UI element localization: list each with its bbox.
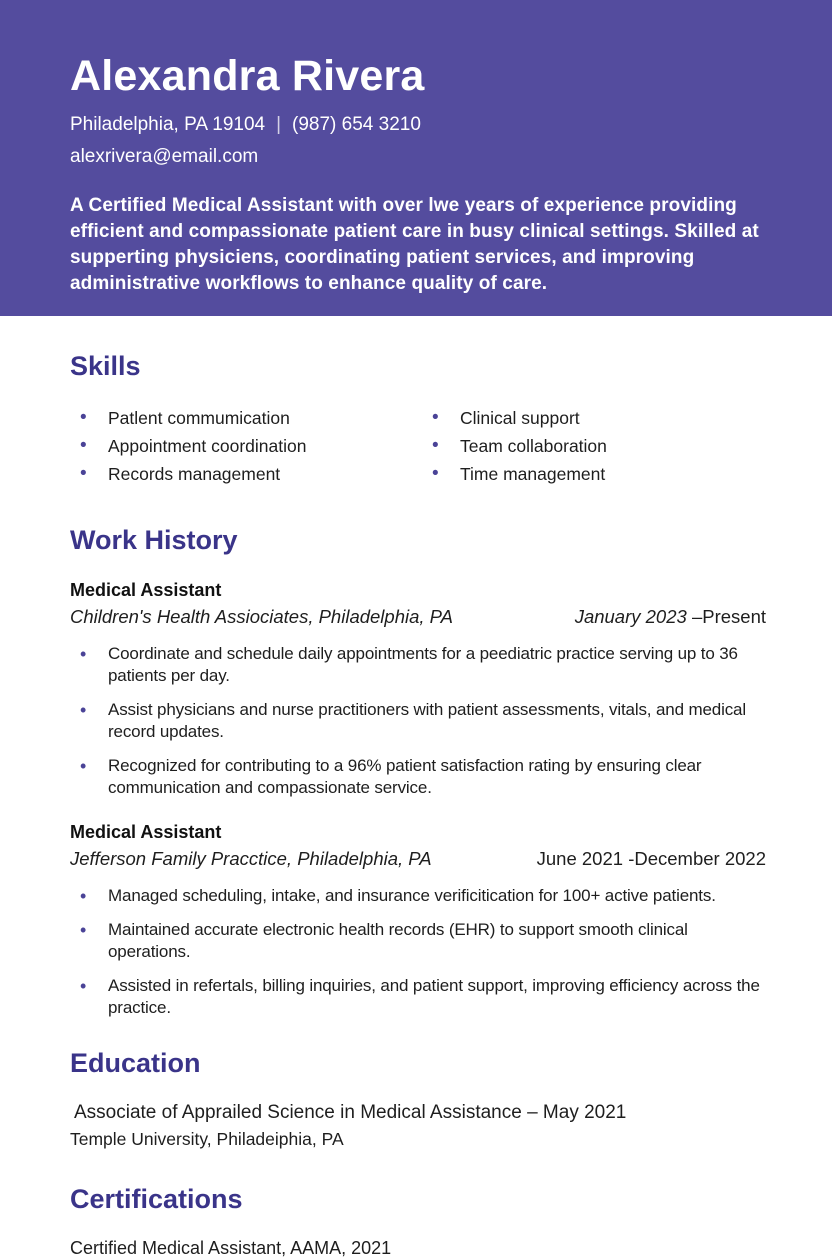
job-title: Medical Assistant	[70, 579, 222, 600]
contact-location: Philadelphia, PA 19104	[70, 114, 266, 136]
contact-email: alexrivera@email.com	[70, 146, 259, 168]
skill-item: • Team collaboration	[422, 432, 766, 460]
job-date-end: June 2021 -December 2022	[536, 847, 766, 869]
job-bullet: • Managed scheduling, intake, and insurance verificitication for 100+ active patients.	[70, 885, 766, 907]
job-company: Children's Health Assiociates, Philadelphia, PA	[70, 605, 453, 627]
skills-list	[70, 404, 766, 488]
work-history-section	[70, 524, 766, 1018]
job-date-start: January 2023	[574, 605, 687, 627]
certifications-heading: Certifications	[70, 1184, 243, 1215]
certification-item: Certified Medical Assistant, AAMA, 2021	[70, 1237, 392, 1258]
job-dates	[575, 606, 766, 628]
job-bullet: • Assisted in refertals, billing inquiries, and patient support, improving efficiency across the practice.	[70, 975, 766, 1019]
skills-column-2	[422, 404, 766, 488]
skill-item: • Time management	[422, 460, 766, 488]
job-title: Medical Assistant	[70, 821, 222, 842]
job-entry	[70, 822, 766, 1019]
resume-header	[0, 0, 832, 316]
job-company: Jefferson Family Pracctice, Philadelphia, PA	[70, 847, 432, 869]
skills-column-1	[70, 404, 422, 488]
contact-phone: (987) 654 3210	[292, 114, 421, 136]
job-entry	[70, 580, 766, 799]
education-degree: Associate of Apprailed Science in Medical Assistance – May 2021	[74, 1102, 627, 1124]
job-bullet: • Maintained accurate electronic health records (EHR) to support smooth clinical operations.	[70, 919, 766, 963]
candidate-name: Alexandra Rivera	[70, 52, 425, 100]
skill-item: • Appointment coordination	[70, 432, 422, 460]
contact-line	[70, 114, 762, 136]
skills-section	[70, 350, 766, 488]
skill-item: • Clinical support	[422, 404, 766, 432]
skill-item: • Patlent commumication	[70, 404, 422, 432]
job-bullet: • Coordinate and schedule daily appointments for a peediatric practice serving up to 36 patients per day.	[70, 643, 766, 687]
job-bullet: • Recognized for contributing to a 96% patient satisfaction rating by ensuring clear communication and compassionate service.	[70, 755, 766, 799]
job-date-end: –Present	[686, 605, 766, 627]
certifications-section	[70, 1183, 766, 1258]
job-bullet: • Assist physicians and nurse practitioners with patient assessments, vitals, and medical record updates.	[70, 699, 766, 743]
contact-separator: |	[276, 114, 282, 136]
education-heading: Education	[70, 1047, 201, 1078]
skills-heading: Skills	[70, 351, 141, 381]
summary-paragraph: A Certified Medical Assistant with over lwe years of experience providing efficient and compassionate patient care in busy clinical settings. Skilled at supperting physiciens, coordinating patient services, and improving administrative workflows to enhance quality of care.	[70, 195, 759, 295]
skill-item: • Records management	[70, 460, 422, 488]
job-dates	[537, 848, 766, 870]
job-bullet-list	[70, 885, 766, 1019]
education-section	[70, 1047, 766, 1150]
work-history-heading: Work History	[70, 525, 238, 556]
education-school: Temple University, Philadeiphia, PA	[70, 1129, 344, 1150]
job-meta	[70, 848, 766, 870]
job-meta	[70, 606, 766, 628]
resume-body	[0, 350, 832, 1259]
job-bullet-list	[70, 643, 766, 799]
